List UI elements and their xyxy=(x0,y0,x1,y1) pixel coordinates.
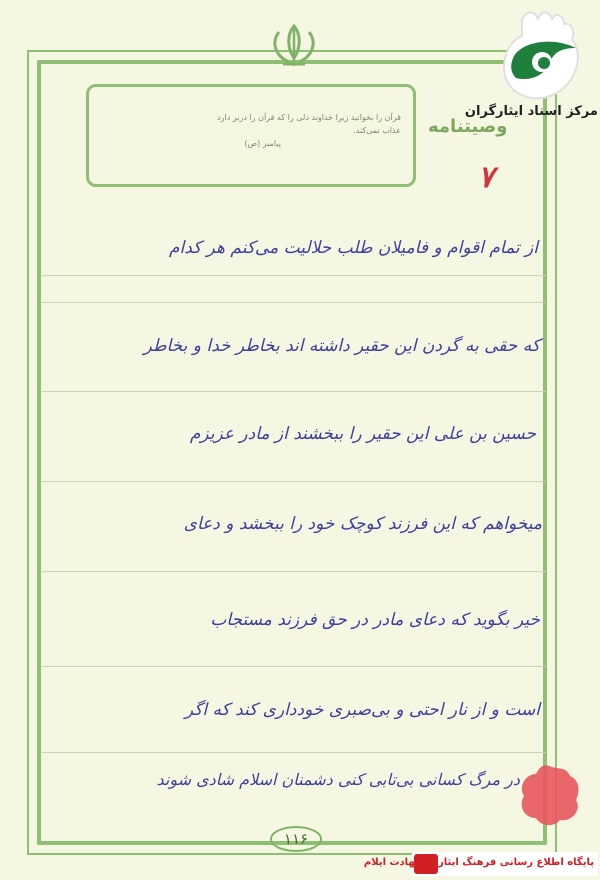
footer-watermark xyxy=(363,852,598,876)
ruled-line xyxy=(42,666,546,667)
quote-line-2: عذاب نمی‌کند. xyxy=(353,126,401,135)
page-label: ۷ xyxy=(478,160,495,195)
ruled-line xyxy=(42,571,546,572)
handwritten-line: که حقی به گردن این حقیر داشته اند بخاطر خدا و بخاطر xyxy=(143,336,540,356)
quote-attribution: پیامبر (ص) xyxy=(244,139,281,148)
ruled-line xyxy=(42,481,546,482)
handwritten-line: خیر بگوید که دعای مادر در حق فرزند مستجاب xyxy=(210,610,540,630)
quote-box xyxy=(86,84,416,187)
handwritten-line: حسین بن علی این حقیر را ببخشند از مادر عزیزم xyxy=(189,424,536,444)
ruled-line xyxy=(42,302,546,303)
handwritten-line: است و از نار احتی و بی‌صبری خودداری کند که اگر xyxy=(184,700,540,720)
handwritten-line: میخواهم که این فرزند کوچک خود را ببخشد و دعای xyxy=(183,514,542,534)
iran-emblem-icon xyxy=(265,22,323,68)
ruled-line xyxy=(42,391,546,392)
footer-site-text: پایگاه اطلاع رسانی فرهنگ ایثار و شهادت ایلام xyxy=(363,857,594,868)
document-title: وصیتنامه xyxy=(428,116,508,137)
hand-dove-logo-icon xyxy=(492,8,594,108)
ruled-line xyxy=(42,275,546,276)
quote-line-1: قرآن را بخوانید زیرا خداوند دلی را که قرآن را دربر دارد xyxy=(217,113,401,122)
ink-stain xyxy=(514,760,584,830)
logo-text: مرکز اسناد ایثارگران xyxy=(464,104,598,119)
page-number: ۱۱۶ xyxy=(270,826,322,852)
ruled-line xyxy=(42,752,546,753)
quote-text xyxy=(101,111,401,150)
handwritten-line: در مرگ کسانی بی‌تابی کنی دشمنان اسلام شادی شوند xyxy=(156,770,520,789)
handwritten-line: از تمام اقوام و فامیلان طلب حلالیت می‌کنم هر کدام xyxy=(168,238,538,258)
